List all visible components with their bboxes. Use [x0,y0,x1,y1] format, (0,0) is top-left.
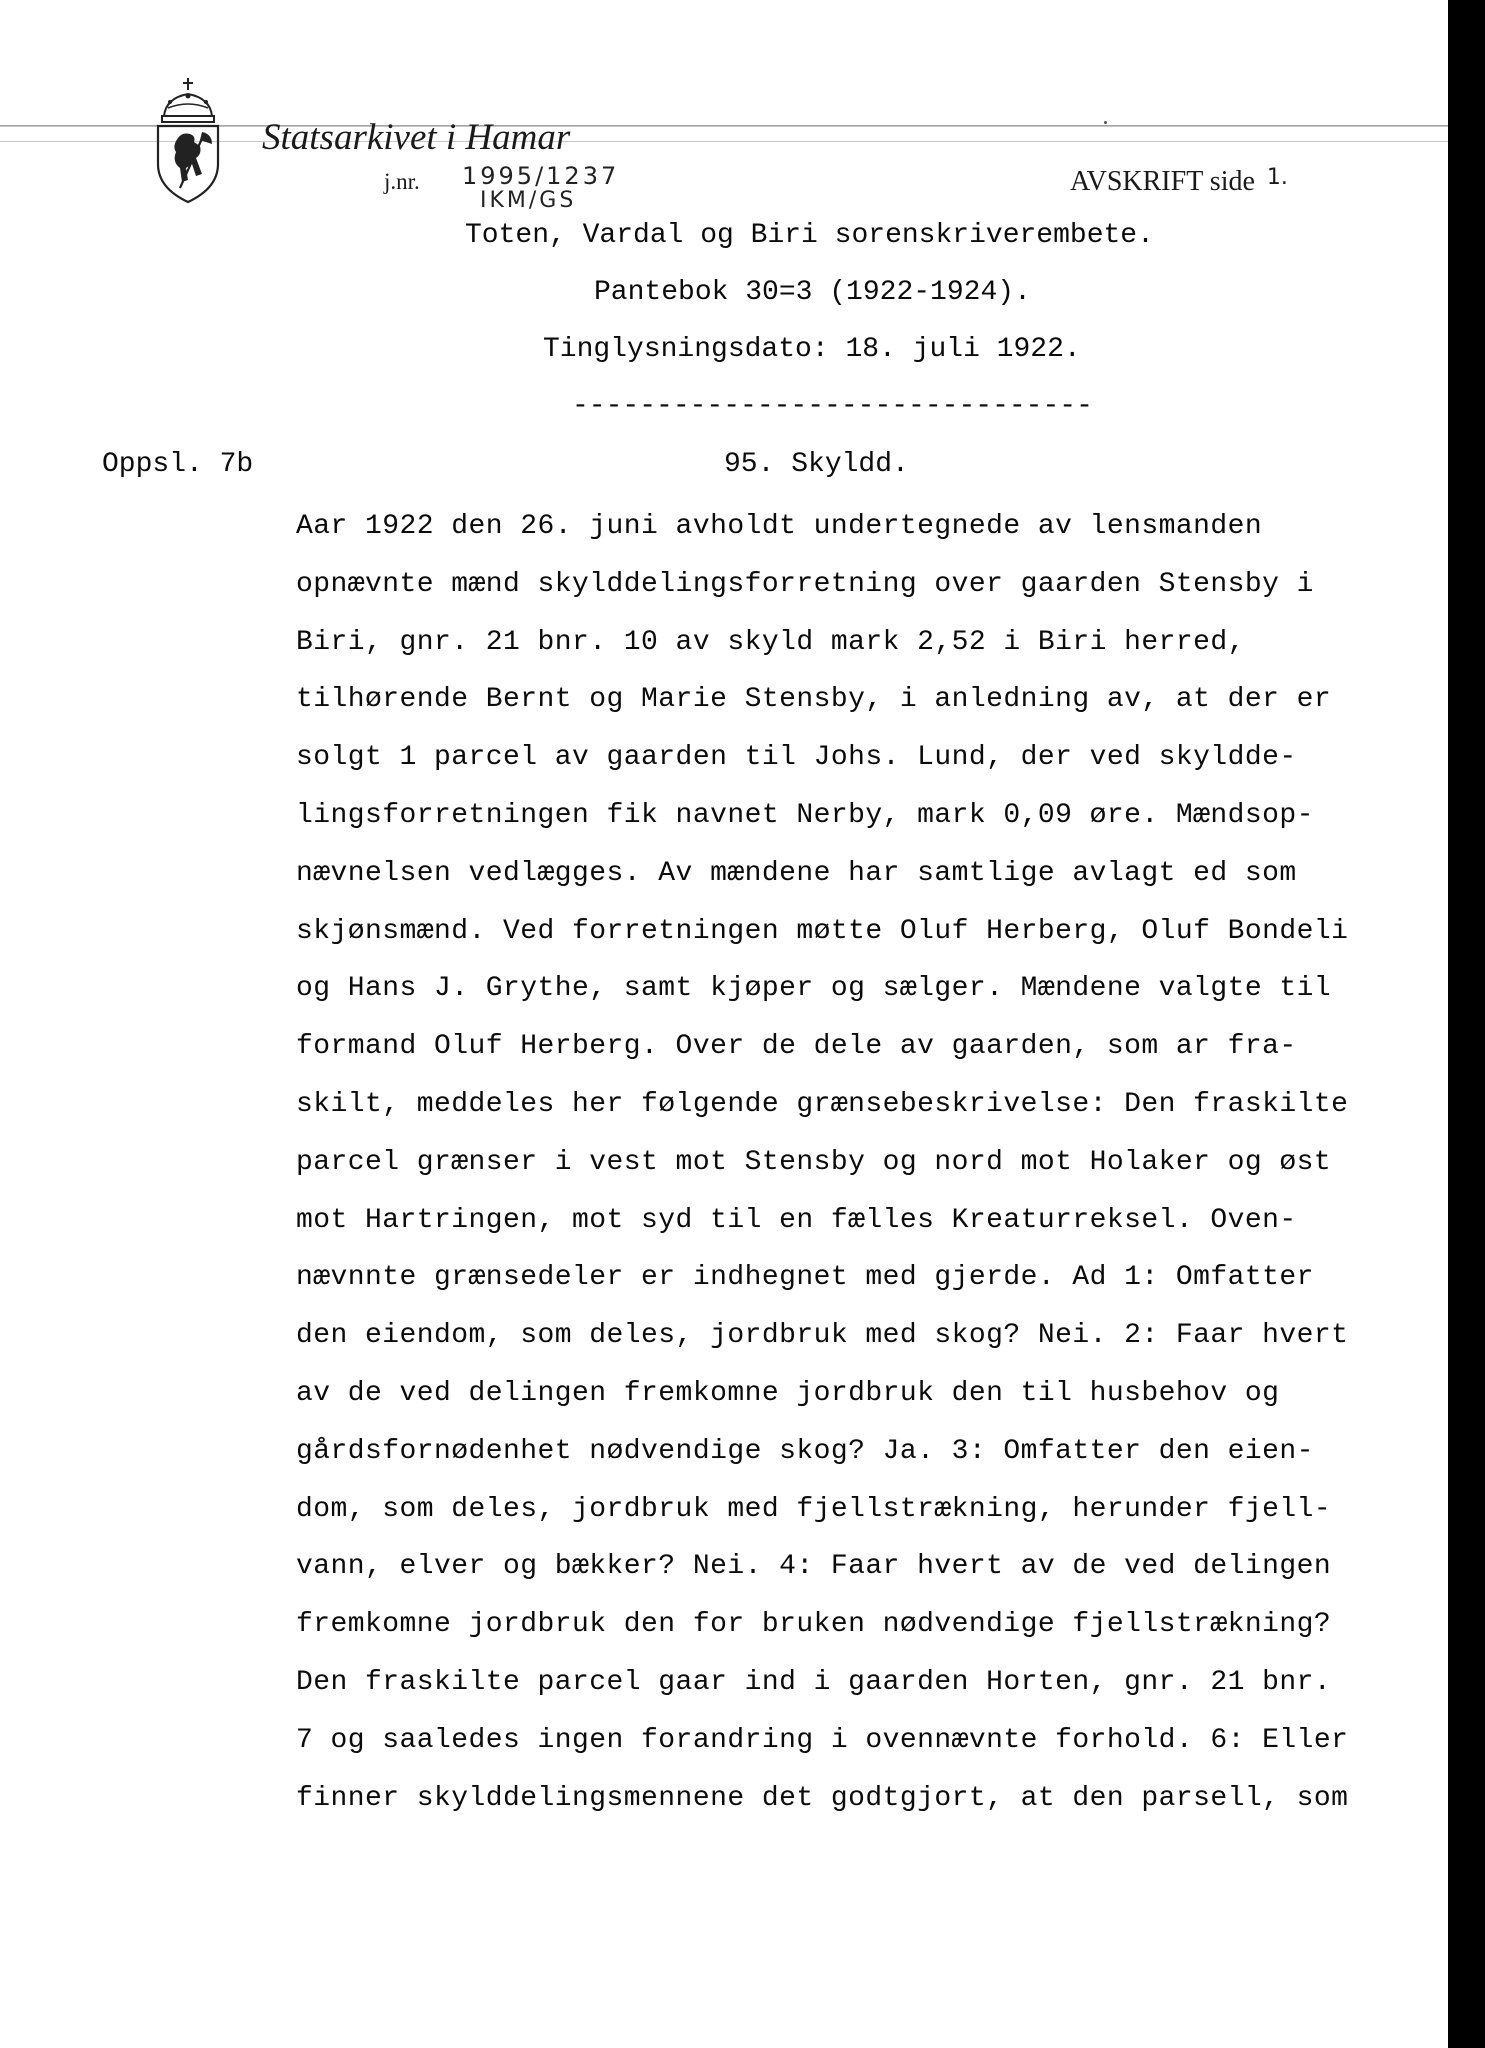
body-line: Biri, gnr. 21 bnr. 10 av skyld mark 2,52 i Biri herred, [296,626,1245,658]
body-line: av de ved delingen fremkomne jordbruk den til husbehov og [296,1377,1280,1409]
separator-line: ------------------------------- [572,391,1093,422]
body-line: nævnnte grænsedeler er indhegnet med gjerde. Ad 1: Omfatter [296,1262,1314,1294]
body-line: tilhørende Bernt og Marie Stensby, i anledning av, at der er [296,684,1332,716]
book-heading: Pantebok 30=3 (1922-1924). [594,277,1031,308]
body-line: vann, elver og bækker? Nei. 4: Faar hvert av de ved delingen [296,1551,1332,1583]
body-line: gårdsfornødenhet nødvendige skog? Ja. 3: Omfatter den eien- [296,1435,1314,1467]
body-line: finner skylddelingsmennene det godtgjort, at den parsell, som [296,1782,1349,1814]
registration-date: Tinglysningsdato: 18. juli 1922. [543,334,1081,365]
archive-name: Statsarkivet i Hamar [262,117,571,158]
body-line: skjønsmænd. Ved forretningen møtte Oluf Herberg, Oluf Bondeli [296,915,1349,947]
body-line: og Hans J. Grythe, samt kjøper og sælger. Mændene valgte til [296,973,1332,1005]
avskrift-page-label [1070,166,1288,198]
scan-speck [1104,121,1107,124]
avskrift-label: AVSKRIFT side [1070,166,1255,197]
journal-initials: IKM/GS [480,188,577,213]
body-line: Aar 1922 den 26. juni avholdt undertegnede av lensmanden [296,511,1263,542]
body-line: parcel grænser i vest mot Stensby og nord mot Holaker og øst [296,1146,1332,1178]
norwegian-coat-of-arms-icon [152,76,224,204]
body-line: den eiendom, som deles, jordbruk med skog? Nei. 2: Faar hvert [296,1320,1349,1352]
body-line: 7 og saaledes ingen forandring i ovennævnte forhold. 6: Eller [296,1724,1349,1756]
body-line: formand Oluf Herberg. Over de dele av gaarden, som ar fra- [296,1031,1297,1063]
body-line: lingsforretningen fik navnet Nerby, mark 0,09 øre. Mændsop- [296,799,1314,831]
body-line: dom, som deles, jordbruk med fjellstrækning, herunder fjell- [296,1493,1332,1525]
office-heading: Toten, Vardal og Biri sorenskriverembete. [465,220,1154,251]
page-number: 1. [1266,165,1288,190]
body-line: fremkomne jordbruk den for bruken nødvendige fjellstrækning? [296,1609,1332,1641]
body-line: opnævnte mænd skylddelingsforretning over gaarden Stensby i [296,568,1314,600]
margin-reference: Oppsl. 7b [102,449,254,480]
body-text [296,507,1349,1836]
journal-number-label: j.nr. [384,169,420,194]
entry-title: 95. Skyldd. [724,449,909,480]
body-line: skilt, meddeles her følgende grænsebeskrivelse: Den fraskilte [296,1088,1349,1120]
body-line: Den fraskilte parcel gaar ind i gaarden Horten, gnr. 21 bnr. [296,1666,1332,1698]
body-line: solgt 1 parcel av gaarden til Johs. Lund, der ved skyldde- [296,742,1297,774]
body-line: mot Hartringen, mot syd til en fælles Kreaturreksel. Oven- [296,1204,1297,1236]
journal-number: 1995/1237 [462,162,620,190]
body-line: nævnelsen vedlægges. Av mændene har samtlige avlagt ed som [296,857,1297,889]
